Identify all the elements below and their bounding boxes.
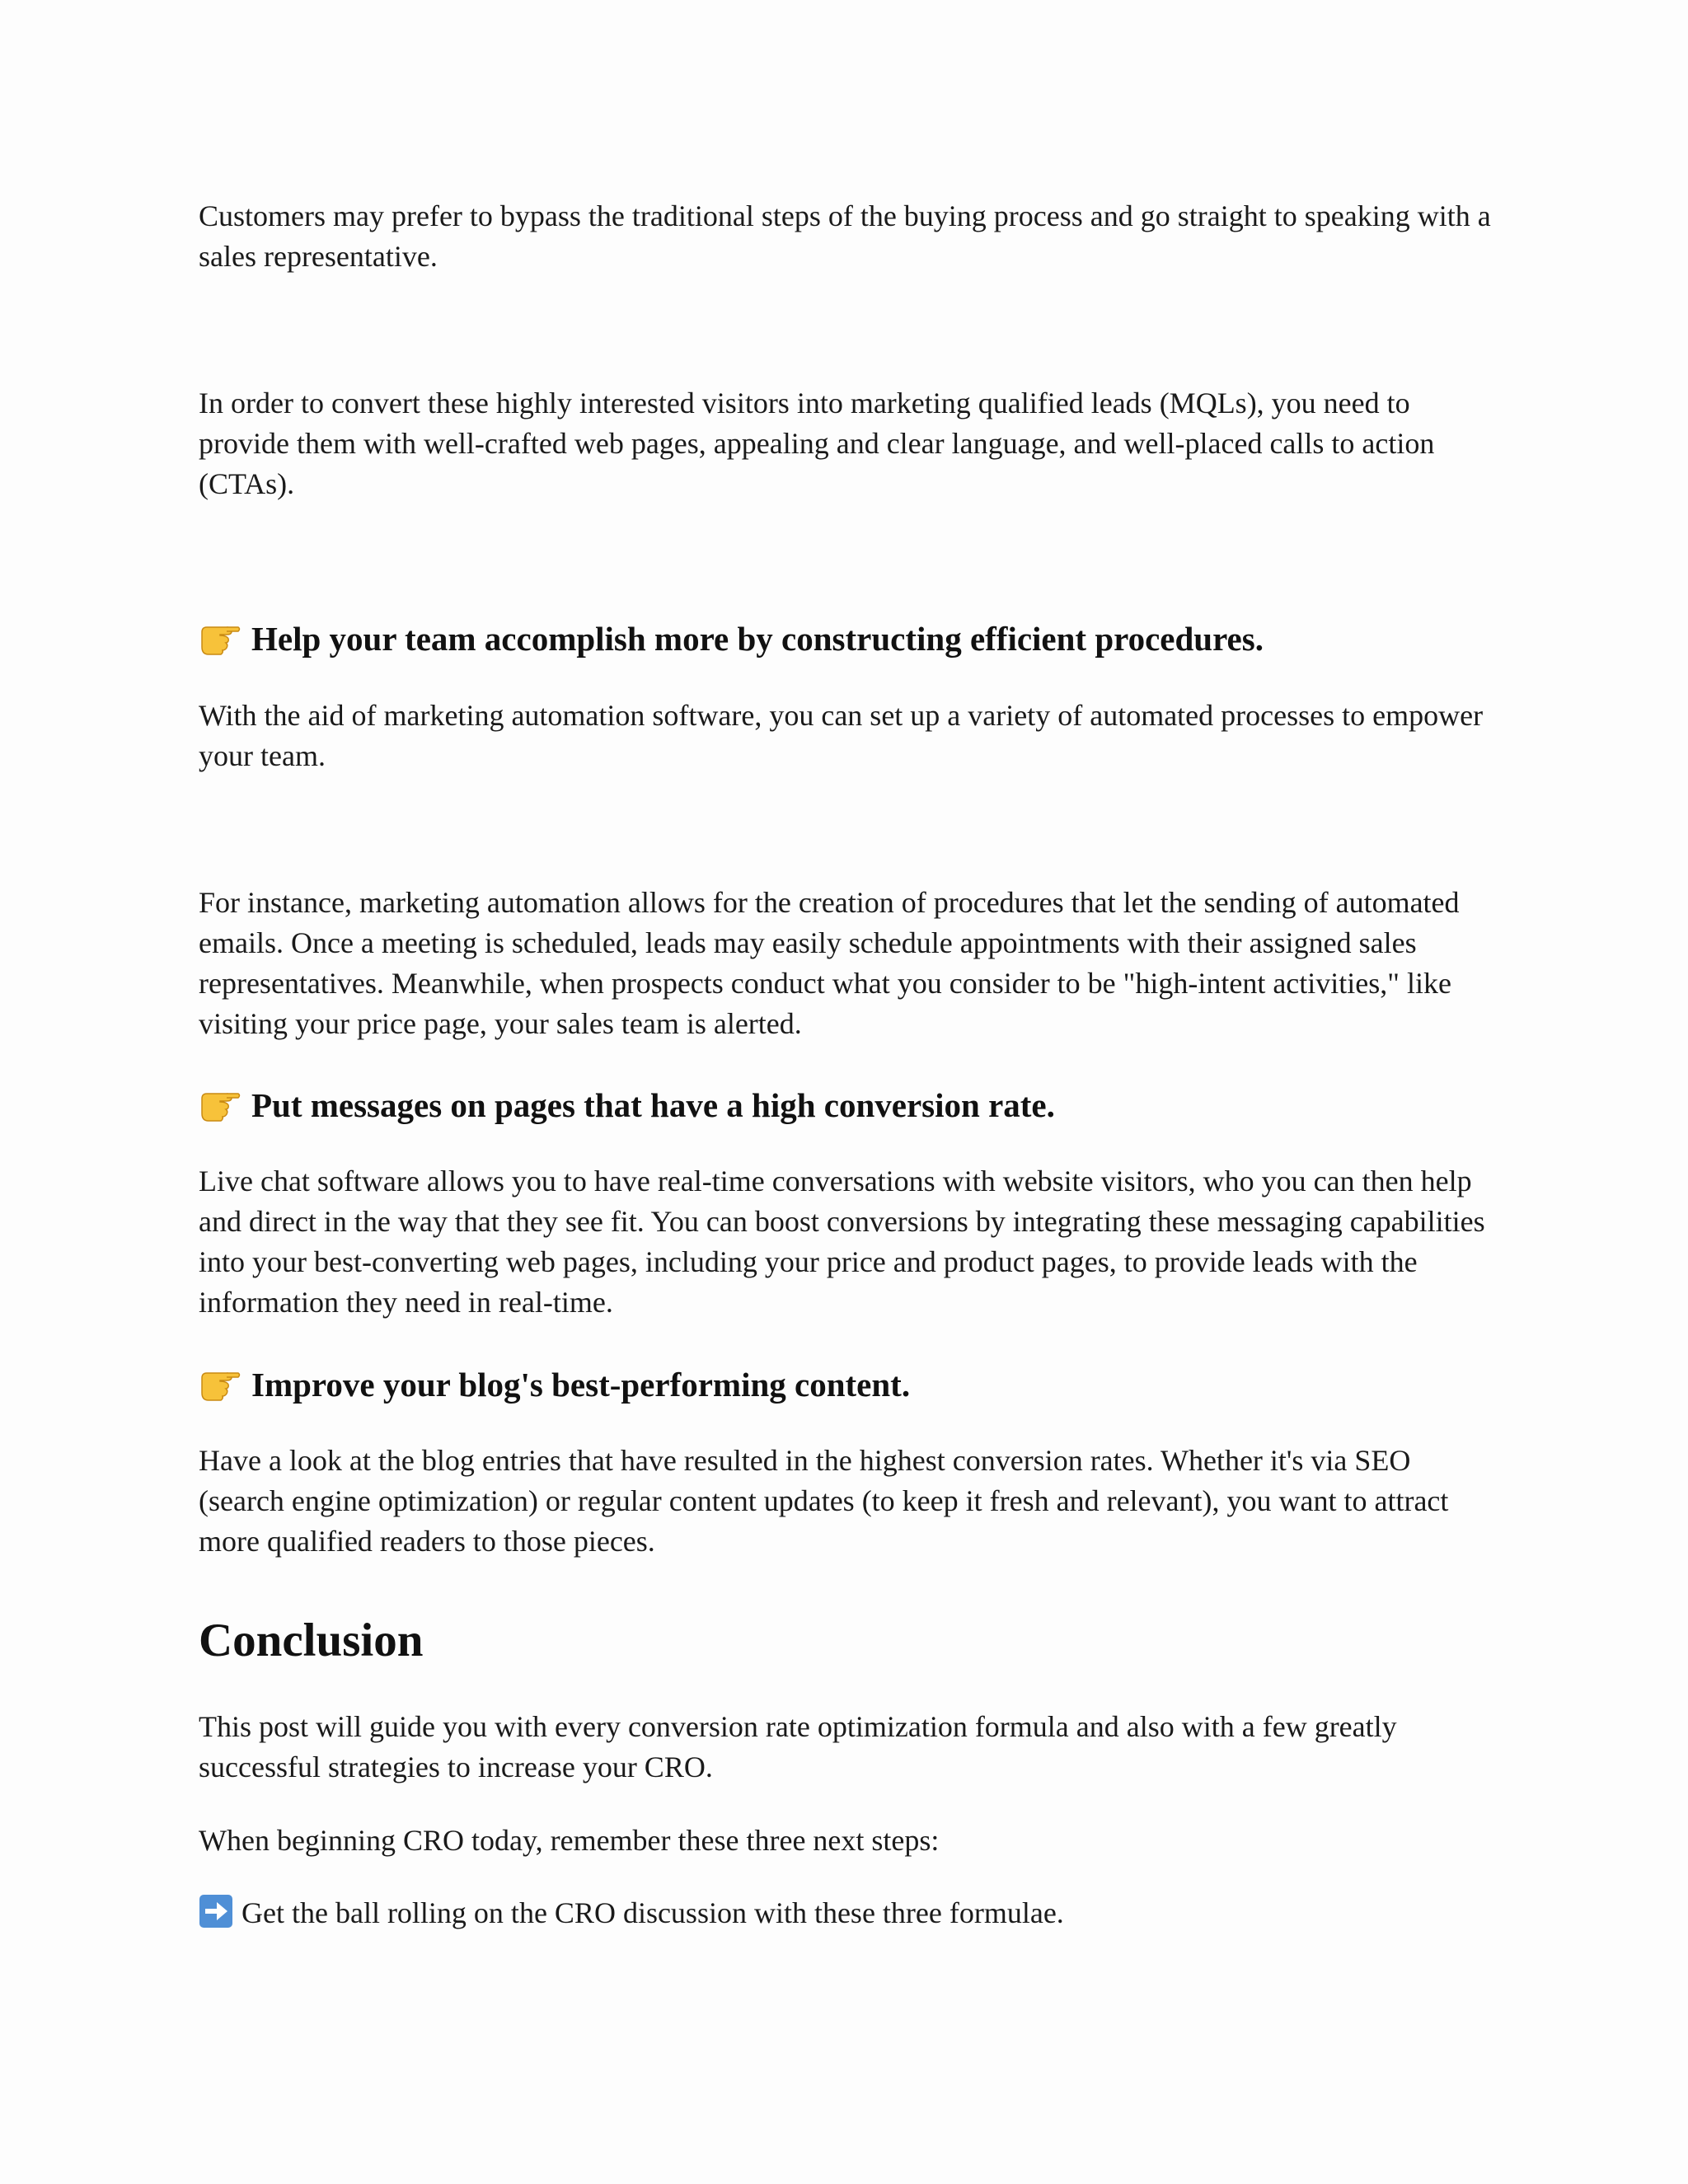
paragraph-for-instance: For instance, marketing automation allows for the creation of procedures that let the sending of automated emails. Once a meeting is scheduled, leads may easily schedule appointments with their assigned sales representatives. Meanwhile, when prospects conduct what you consider to be "high-intent activities," like visiting your price page, your sales team is alerted. [199, 886, 1460, 1040]
heading-messages-pages [199, 1082, 1501, 1128]
heading-blog-content [199, 1361, 1501, 1408]
pointing-right-icon [199, 619, 241, 655]
pointing-right-icon [199, 1085, 241, 1122]
heading-efficient-procedures [199, 616, 1501, 662]
heading-text: Help your team accomplish more by constructing efficient procedures. [251, 620, 1264, 658]
heading-text: Put messages on pages that have a high conversion rate. [251, 1086, 1055, 1124]
paragraph-blog-entries: Have a look at the blog entries that have resulted in the highest conversion rates. Whether it's via SEO (search engine optimization) or regular content updates (to keep it fresh and relevant), you want to attract more qualified readers to those pieces. [199, 1444, 1449, 1558]
heading-text: Improve your blog's best-performing content. [251, 1366, 911, 1404]
list-item-text: Get the ball rolling on the CRO discussion with these three formulae. [241, 1896, 1064, 1929]
pointing-right-icon [199, 1365, 241, 1401]
paragraph-next-steps: When beginning CRO today, remember these three next steps: [199, 1824, 940, 1857]
paragraph-post-guide: This post will guide you with every conversion rate optimization formula and also with a few greatly successful strategies to increase your CRO. [199, 1710, 1397, 1783]
paragraph-convert-mqls: In order to convert these highly interested visitors into marketing qualified leads (MQLs), you need to provide them with well-crafted web pages, appealing and clear language, and well-placed calls to action (CTAs). [199, 387, 1435, 500]
list-item-formulae [199, 1893, 1501, 1933]
paragraph-live-chat: Live chat software allows you to have real-time conversations with website visitors, who you can then help and direct in the way that they see fit. You can boost conversions by integrating these messaging capabilities into your best-converting web pages, including your price and product pages, to provide leads with the information they need in real-time. [199, 1165, 1485, 1319]
right-arrow-icon [199, 1894, 233, 1929]
paragraph-bypass: Customers may prefer to bypass the traditional steps of the buying process and go straight to speaking with a sales representative. [199, 199, 1491, 273]
paragraph-automation-software: With the aid of marketing automation software, you can set up a variety of automated processes to empower your team. [199, 699, 1484, 772]
heading-conclusion: Conclusion [199, 1615, 424, 1666]
